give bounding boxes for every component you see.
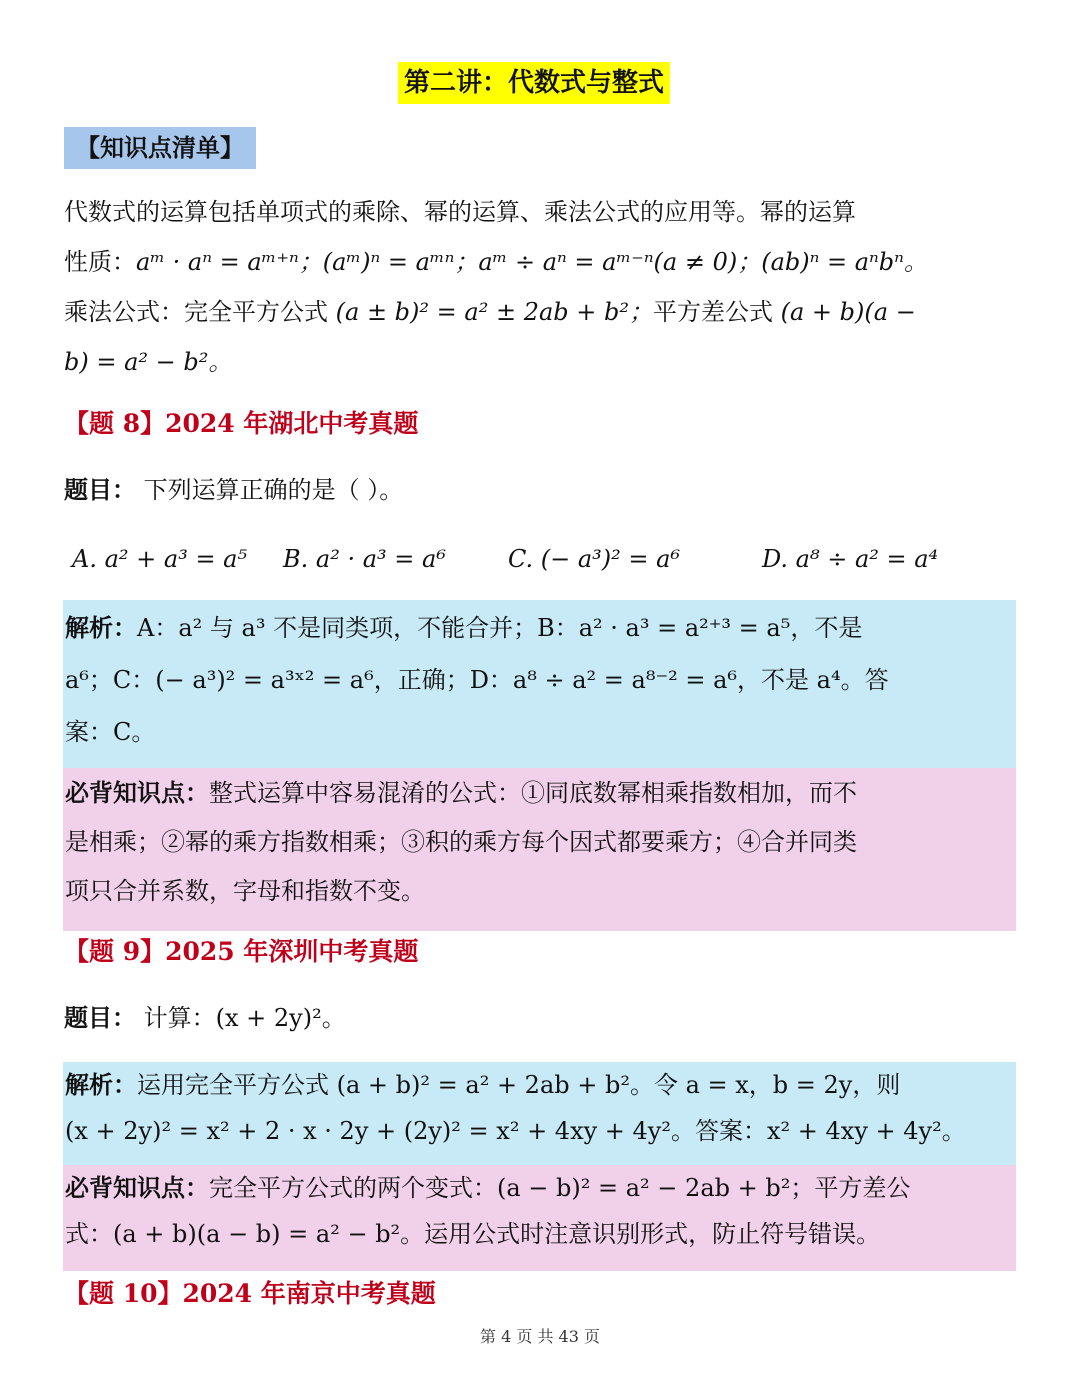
- intro-line-2-label: 性质：: [64, 248, 136, 276]
- intro-line-3: [64, 287, 1014, 337]
- intro-line-2: [64, 237, 1014, 287]
- q9-analysis: [65, 1062, 1012, 1154]
- q9-question: [64, 998, 346, 1033]
- q8-analysis-line-2: a⁶；C：(− a³)² = a³ˣ² = a⁶，正确；D：a⁸ ÷ a² = a⁸⁻² = a⁶，不是 a⁴。答: [65, 666, 889, 694]
- q9-question-text: 计算：(x + 2y)²。: [143, 1004, 346, 1032]
- page-title: 第二讲：代数式与整式: [398, 62, 670, 104]
- q10-heading: 【题 10】2024 年南京中考真题: [64, 1279, 436, 1308]
- q8-knowledge-box: [63, 768, 1016, 931]
- q8-question-label: 题目：: [64, 475, 136, 504]
- page-footer: 第 4 页 共 43 页: [480, 1327, 600, 1346]
- q9-knowledge-line-2: 式：(a + b)(a − b) = a² − b²。运用公式时注意识别形式，防止符号错误。: [65, 1220, 881, 1248]
- q9-question-label: 题目：: [64, 1003, 136, 1032]
- q8-analysis-line-1: [65, 602, 1012, 654]
- q9-knowledge-line-1: [65, 1165, 1012, 1211]
- q8-option-d: D. a⁸ ÷ a² = a⁴: [762, 545, 939, 573]
- q9-analysis-label: 解析：: [65, 1070, 137, 1099]
- intro-paragraph: [64, 187, 1014, 387]
- intro-line-4: b) = a² − b²。: [64, 348, 233, 376]
- q9-heading: 【题 9】2025 年深圳中考真题: [64, 937, 419, 966]
- q9-analysis-line-1-text: 运用完全平方公式 (a + b)² = a² + 2ab + b²。令 a = x，b = 2y，则: [137, 1071, 901, 1099]
- q8-knowledge-line-1: [65, 768, 1012, 818]
- q9-knowledge-box: [63, 1165, 1016, 1271]
- q9-analysis-line-2: (x + 2y)² = x² + 2 · x · 2y + (2y)² = x² + 4xy + 4y²。答案：x² + 4xy + 4y²。: [65, 1117, 966, 1145]
- q8-knowledge-label: 必背知识点：: [65, 778, 209, 807]
- q8-option-b: B. a² · a³ = a⁶: [283, 545, 446, 573]
- q9-knowledge-label: 必背知识点：: [65, 1173, 209, 1202]
- q8-knowledge-line-2: 是相乘；②幂的乘方指数相乘；③积的乘方每个因式都要乘方；④合并同类: [65, 828, 857, 856]
- difference-of-squares-formula-start: (a + b)(a −: [780, 298, 916, 326]
- q8-knowledge-line-3: 项只合并系数，字母和指数不变。: [65, 877, 425, 905]
- q8-knowledge: [65, 768, 1012, 916]
- section-label: 【知识点清单】: [64, 127, 256, 169]
- q8-analysis-line-1-text: A：a² 与 a³ 不是同类项，不能合并；B：a² · a³ = a²⁺³ = a⁵，不是: [137, 614, 863, 642]
- q8-analysis-box: [63, 600, 1016, 768]
- perfect-square-formula: (a ± b)² = a² ± 2ab + b²；: [335, 298, 653, 326]
- intro-line-3-label: 乘法公式：完全平方公式: [64, 298, 328, 326]
- q8-option-a: A. a² + a³ = a⁵: [72, 545, 248, 573]
- q8-question: [64, 470, 403, 505]
- q8-knowledge-line-1-text: 整式运算中容易混淆的公式：①同底数幂相乘指数相加，而不: [209, 779, 857, 807]
- q8-option-c: C. (− a³)² = a⁶: [508, 545, 681, 573]
- intro-line-1: 代数式的运算包括单项式的乘除、幂的运算、乘法公式的应用等。幂的运算: [64, 198, 856, 226]
- q8-analysis-label: 解析：: [65, 613, 137, 642]
- q8-analysis-line-3: 案：C。: [65, 718, 156, 746]
- intro-line-3-label-2: 平方差公式: [652, 298, 773, 326]
- q9-analysis-line-1: [65, 1062, 1012, 1108]
- q9-knowledge-line-1-text: 完全平方公式的两个变式：(a − b)² = a² − 2ab + b²；平方差公: [209, 1174, 911, 1202]
- q8-heading: 【题 8】2024 年湖北中考真题: [64, 409, 419, 438]
- q8-question-text: 下列运算正确的是（ ）。: [143, 476, 404, 504]
- q9-knowledge: [65, 1165, 1012, 1257]
- q9-analysis-box: [63, 1062, 1016, 1165]
- power-rules-formula: aᵐ · aⁿ = aᵐ⁺ⁿ；(aᵐ)ⁿ = aᵐⁿ；aᵐ ÷ aⁿ = aᵐ⁻ⁿ(a ≠ 0)；(ab)ⁿ = aⁿbⁿ。: [136, 248, 928, 276]
- q8-analysis: [65, 602, 1012, 758]
